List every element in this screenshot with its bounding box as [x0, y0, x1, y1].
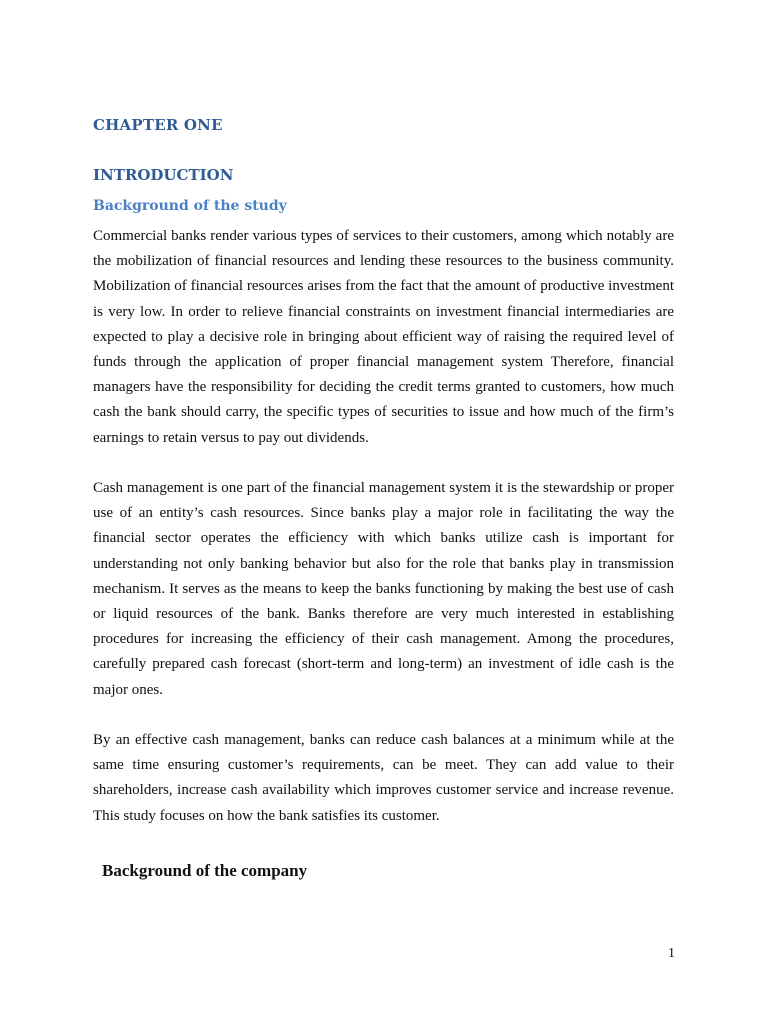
paragraph: By an effective cash management, banks can reduce cash balances at a minimum while at the same time ensuring customer’s requirements, can be meet. They can add value to their shareholders, increase cash availability which improves customer service and increase revenue. This study focuses on how the bank satisfies its customer.: [93, 732, 674, 824]
paragraph: Cash management is one part of the financial management system it is the stewardship or proper use of an entity’s cash resources. Since banks play a major role in facilitating the way the financial sector operates the efficiency with which banks utilize cash is important for understanding not only banking behavior but also for the role that banks play in transmission mechanism. It serves as the means to keep the banks functioning by making the best use of cash or liquid resources of the bank. Banks therefore are very much interested in establishing procedures for increasing the efficiency of their cash management. Among the procedures, carefully prepared cash forecast (short-term and long-term) an investment of idle cash is the major ones.: [93, 480, 674, 698]
subheading-background-company: Background of the company: [102, 861, 308, 880]
subheading-background-study: Background of the study: [93, 198, 287, 214]
section-heading-introduction: INTRODUCTION: [93, 166, 234, 184]
chapter-title: CHAPTER ONE: [93, 116, 223, 134]
paragraph: Commercial banks render various types of services to their customers, among which notably are the mobilization of financial resources and lending these resources to the business community. Mobilization of financial resources arises from the fact that the amount of productive investment is very low. In order to relieve financial constraints on investment financial intermediaries are expected to play a decisive role in bringing about efficient way of raising the required level of funds through the application of proper financial management system Therefore, financial managers have the responsibility for deciding the credit terms granted to customers, how much cash the bank should carry, the specific types of securities to issue and how much of the firm’s earnings to retain versus to pay out dividends.: [93, 228, 674, 446]
page-number: 1: [668, 946, 675, 961]
